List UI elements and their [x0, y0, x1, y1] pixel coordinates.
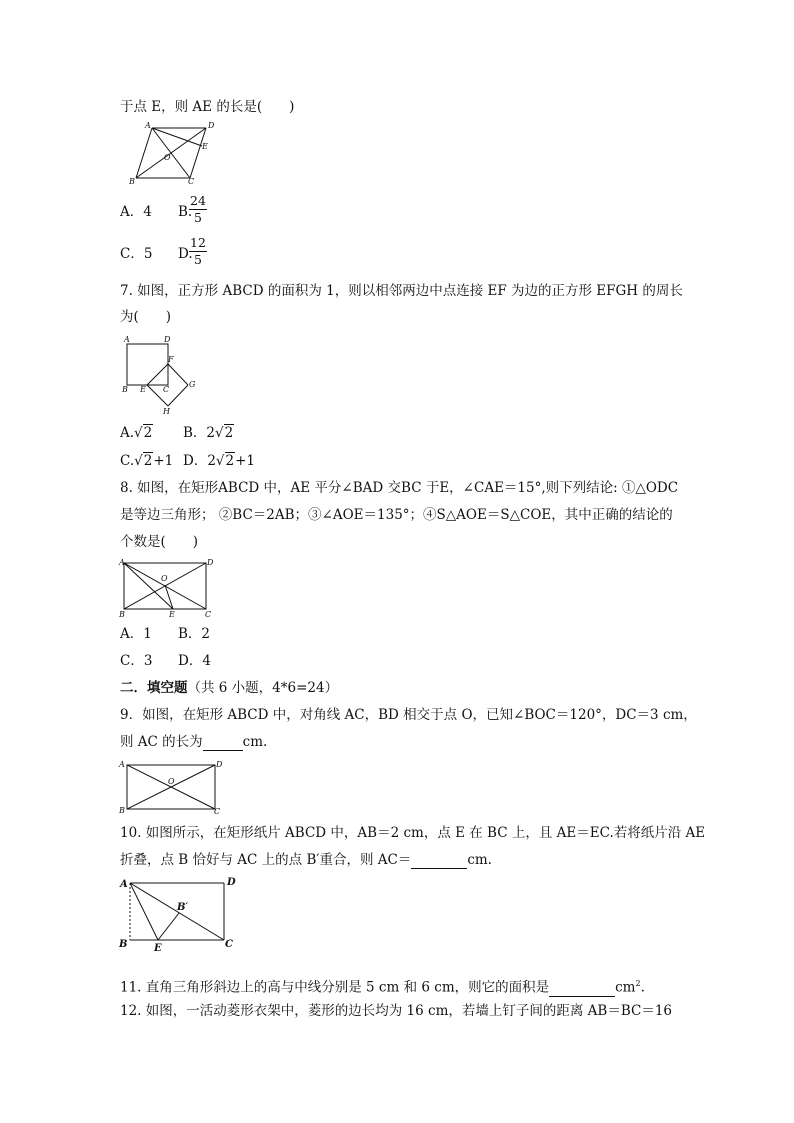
q8-label-d: D [207, 558, 214, 567]
q7-option-c-label: C. [120, 453, 135, 469]
q8-line1: 8. 如图，在矩形ABCD 中，AE 平分∠BAD 交BC 于E，∠CAE＝15°,则下列结论: ①△ODC [120, 480, 679, 496]
q6-option-d-denominator: 5 [194, 252, 202, 267]
q8-line3: 个数是( ) [120, 534, 199, 550]
q8-label-b: B [119, 610, 125, 617]
q7-option-d-sqrt: √2 [215, 453, 235, 469]
q7-option-d-label: D．2 [183, 453, 216, 469]
q7-option-b-sqrt: √2 [215, 425, 234, 441]
q6-option-d-fraction [189, 236, 207, 267]
q9-label-b: B [119, 806, 125, 815]
q7-figure [120, 332, 200, 414]
q7-label-b: B [122, 385, 128, 394]
q10-label-a: A [120, 879, 128, 890]
q11-answer-blank[interactable] [549, 982, 615, 997]
q7-option-a-radicand: 2 [143, 425, 153, 441]
q6-option-b-denominator: 5 [194, 210, 202, 225]
q7-option-c-radicand: 2 [143, 453, 153, 469]
q7-option-d-radicand: 2 [225, 453, 235, 469]
q9-line2-pre: 则 AC 的长为 [120, 734, 203, 750]
q8-figure [118, 557, 218, 617]
q7-label-h: H [163, 407, 170, 414]
q6-option-b-numerator: 24 [190, 193, 206, 208]
q9-label-o: O [168, 777, 175, 786]
q6-option-b-label: B. [178, 204, 193, 220]
q9-line2 [120, 733, 267, 751]
q6-label-o: O [164, 153, 171, 162]
q6-label-d: D [208, 121, 215, 130]
q7-option-a [120, 424, 153, 442]
q7-line2: 为( ) [120, 309, 172, 325]
q10-line1: 10. 如图所示，在矩形纸片 ABCD 中，AB＝2 cm，点 E 在 BC 上，且 AE＝EC.若将纸片沿 AE [120, 825, 706, 841]
q8-option-a: A．1 [120, 626, 152, 642]
q7-line1: 7. 如图，正方形 ABCD 的面积为 1，则以相邻两边中点连接 EF 为边的正方形 EFGH 的周长 [120, 283, 683, 299]
q8-option-c: C．3 [120, 653, 153, 669]
q9-line1: 9．如图，在矩形 ABCD 中，对角线 AC，BD 相交于点 O，已知∠BOC＝120°，DC＝3 cm， [120, 707, 697, 723]
q9-label-d: D [216, 760, 223, 769]
q7-label-c: C [163, 385, 170, 394]
section2-heading [120, 679, 338, 697]
q7-option-c [120, 452, 173, 470]
q10-label-d: D [227, 877, 236, 888]
q6-option-d-numerator: 12 [190, 235, 206, 250]
q9-label-c: C [214, 807, 221, 816]
q10-answer-blank[interactable] [411, 854, 467, 869]
q11-pre: 11. 直角三角形斜边上的高与中线分别是 5 cm 和 6 cm，则它的面积是 [120, 979, 550, 996]
q8-option-d: D．4 [178, 653, 211, 669]
q8-label-a: A [119, 558, 125, 567]
q9-line2-post: cm. [242, 734, 268, 750]
q6-option-a: A．4 [120, 204, 152, 220]
q8-label-c: C [205, 610, 212, 617]
q7-option-a-sqrt: √2 [134, 425, 153, 441]
q8-label-o: O [161, 574, 168, 583]
q6-label-b: B [129, 177, 135, 186]
q8-line2: 是等边三角形； ②BC＝2AB；③∠AOE＝135°；④S△AOE＝S△COE，其中正确的结论的 [120, 507, 673, 523]
q6-label-e: E [202, 142, 208, 151]
q7-label-f: F [168, 355, 174, 364]
q9-label-a: A [119, 760, 125, 769]
q7-option-a-label: A. [120, 425, 135, 441]
q11-unit: cm [615, 979, 636, 996]
q8-option-b: B．2 [178, 626, 211, 642]
section2-note: （共 6 小题，4*6=24） [187, 680, 339, 696]
q7-label-g: G [189, 380, 196, 389]
q7-option-c-tail: +1 [153, 453, 174, 469]
q10-label-c: C [225, 939, 233, 950]
q9-figure [118, 757, 228, 817]
q7-option-b [183, 424, 234, 442]
q10-line2 [120, 851, 492, 869]
q7-option-b-label: B．2 [183, 425, 216, 441]
q10-line2-post: cm. [467, 852, 492, 868]
q11-end: . [640, 979, 645, 996]
q10-figure [116, 873, 246, 953]
q6-label-c: C [188, 177, 195, 186]
q6-option-d-label: D. [178, 246, 193, 262]
q10-label-b: B [119, 939, 128, 950]
q10-label-b-prime: B′ [177, 902, 189, 913]
q7-option-d-tail: +1 [235, 453, 256, 469]
q10-label-e: E [154, 943, 162, 953]
q7-option-b-radicand: 2 [224, 425, 234, 441]
q6-stem-tail: 于点 E，则 AE 的长是( ) [120, 99, 295, 115]
q6-figure [120, 118, 220, 188]
q11-line [120, 975, 645, 997]
section2-title: 二．填空题 [120, 680, 188, 696]
q7-label-d: D [164, 335, 171, 344]
q6-option-b-fraction [189, 194, 207, 225]
q11-unit-exponent: 2 [635, 979, 641, 988]
q6-label-a: A [145, 121, 151, 130]
q8-label-e: E [169, 610, 175, 617]
q7-option-d [183, 452, 255, 470]
q7-label-e: E [140, 385, 146, 394]
q7-label-a: A [124, 335, 130, 344]
q7-option-c-sqrt: √2 [134, 453, 153, 469]
q12-line1: 12. 如图，一活动菱形衣架中，菱形的边长均为 16 cm，若墙上钉子间的距离 AB＝BC＝16 [120, 1003, 673, 1019]
q9-answer-blank[interactable] [203, 736, 243, 751]
q6-option-c: C．5 [120, 246, 153, 262]
q10-line2-pre: 折叠，点 B 恰好与 AC 上的点 B′重合，则 AC＝ [120, 852, 412, 868]
